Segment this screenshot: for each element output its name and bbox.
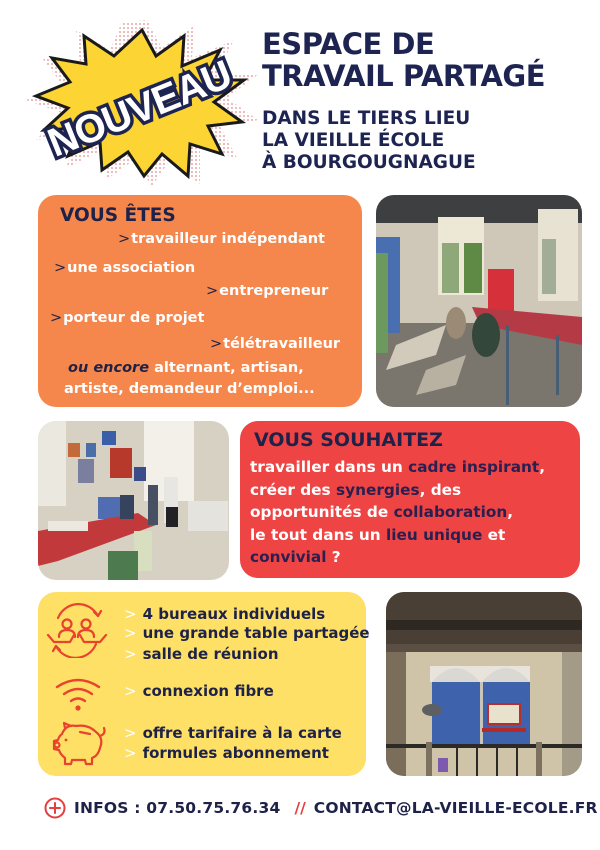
audience-item-label: une association: [67, 260, 196, 276]
chevron-right-icon: >: [124, 624, 137, 642]
phone-info[interactable]: INFOS : 07.50.75.76.34: [74, 799, 281, 817]
offre-label: une grande table partagée: [142, 624, 370, 642]
audience-more-line-1: alternant, artisan,: [149, 360, 304, 376]
souhait-text: et: [482, 525, 506, 544]
separator: //: [294, 799, 306, 817]
chevron-right-icon: >: [124, 682, 137, 700]
nouveau-burst-badge: [22, 18, 262, 188]
chevron-right-icon: >: [124, 744, 137, 762]
audience-item: [54, 260, 195, 276]
offre-label: salle de réunion: [142, 645, 279, 663]
souhait-text: ,: [539, 458, 546, 476]
souhait-line: [250, 501, 545, 524]
offres-box: [38, 592, 370, 776]
souhait-line: [250, 479, 545, 502]
chevron-right-icon: >: [206, 283, 219, 299]
chevron-right-icon: >: [54, 260, 67, 276]
contact-footer: [44, 795, 598, 821]
audience-item: [118, 231, 325, 247]
photo-image: [386, 592, 582, 776]
audience-item: [206, 283, 328, 299]
vous-souhaitez-text: [250, 456, 545, 569]
vous-etes-box: [38, 195, 362, 407]
subtitle-line-2: LA VIEILLE ÉCOLE: [262, 130, 445, 151]
chevron-right-icon: >: [118, 231, 131, 247]
title-line-1: ESPACE DE: [262, 27, 435, 61]
souhait-highlight: synergies: [336, 480, 420, 499]
piggy-bank-icon: [50, 720, 108, 768]
ou-encore-label: ou encore: [68, 360, 150, 376]
offre-item: [124, 645, 279, 663]
souhait-text: opportunités de: [250, 503, 394, 521]
offre-label: 4 bureaux individuels: [142, 605, 326, 623]
souhait-text: créer des: [250, 480, 336, 499]
chevron-right-icon: >: [124, 605, 137, 623]
offre-item: [124, 605, 325, 623]
audience-item-label: entrepreneur: [219, 283, 329, 299]
souhait-line: [250, 524, 545, 547]
photo-image: [38, 421, 229, 580]
audience-item: [210, 336, 340, 352]
souhait-text: le tout dans un: [250, 525, 386, 544]
souhait-highlight: convivial: [250, 548, 327, 566]
plus-circle-icon: [44, 797, 66, 819]
audience-item-label: télétravailleur: [223, 336, 341, 352]
audience-more: [64, 358, 315, 400]
offre-label: formules abonnement: [142, 744, 329, 762]
vous-souhaitez-title: VOUS SOUHAITEZ: [254, 429, 443, 451]
souhait-line: [250, 456, 545, 479]
wifi-icon: [54, 677, 102, 713]
page-subtitle: [262, 108, 476, 174]
offre-label: offre tarifaire à la carte: [142, 724, 342, 742]
chevron-right-icon: >: [210, 336, 223, 352]
souhait-line: [250, 546, 545, 569]
vous-souhaitez-box: [240, 421, 580, 578]
chevron-right-icon: >: [50, 310, 63, 326]
burst-icon: [22, 18, 262, 188]
photo-workshop: [38, 421, 229, 580]
chevron-right-icon: >: [124, 645, 137, 663]
offre-label: connexion fibre: [142, 682, 274, 700]
chevron-right-icon: >: [124, 724, 137, 742]
nouveau-label: NOUVEAU: [41, 52, 238, 166]
photo-image: [376, 195, 582, 407]
offre-item: [124, 724, 342, 742]
audience-item-label: porteur de projet: [63, 310, 205, 326]
photo-meeting-room: [376, 195, 582, 407]
coworking-people-icon: [46, 602, 108, 658]
souhait-highlight: collaboration: [393, 503, 508, 521]
audience-item-label: travailleur indépendant: [131, 231, 325, 247]
vous-etes-title: VOUS ÊTES: [60, 205, 176, 226]
photo-hall: [386, 592, 582, 776]
souhait-text: travailler dans un: [250, 458, 409, 476]
title-line-2: TRAVAIL PARTAGÉ: [262, 59, 546, 93]
subtitle-line-3: À BOURGOUGNAGUE: [262, 152, 476, 173]
audience-item: [50, 310, 204, 326]
offre-item: [124, 624, 370, 642]
audience-more-line-2: artiste, demandeur d’emploi...: [64, 381, 315, 397]
souhait-text: ,: [507, 503, 514, 521]
souhait-highlight: lieu unique: [386, 525, 483, 544]
souhait-text: , des: [419, 480, 462, 499]
subtitle-line-1: DANS LE TIERS LIEU: [262, 108, 471, 129]
souhait-highlight: cadre inspirant: [408, 458, 540, 476]
contact-email[interactable]: CONTACT@LA-VIEILLE-ECOLE.FR: [313, 799, 598, 817]
page-title: [262, 28, 545, 92]
souhait-text: ?: [326, 548, 341, 566]
offre-item: [124, 744, 329, 762]
offre-item: [124, 682, 274, 700]
